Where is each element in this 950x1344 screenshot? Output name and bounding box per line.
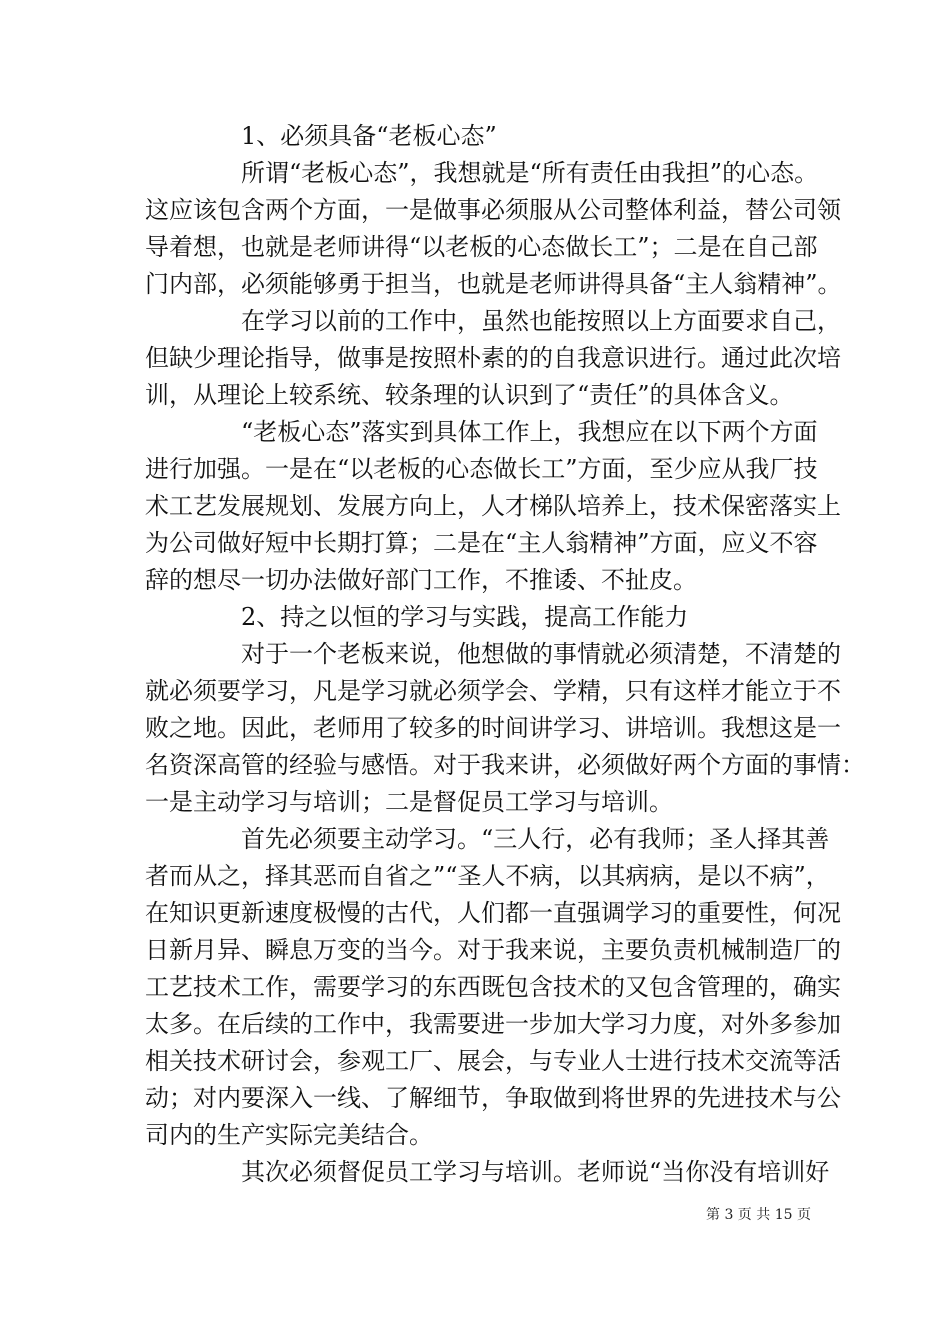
heading-2: 2、持之以恒的学习与实践，提高工作能力 xyxy=(241,603,689,631)
paragraph-line: 败之地。因此，老师用了较多的时间讲学习、讲培训。我想这是一 xyxy=(145,714,841,742)
paragraph-line: 就必须要学习，凡是学习就必须学会、学精，只有这样才能立于不 xyxy=(145,677,841,705)
paragraph-line: 相关技术研讨会，参观工厂、展会，与专业人士进行技术交流等活 xyxy=(145,1047,841,1075)
paragraph-line: 但缺少理论指导，做事是按照朴素的的自我意识进行。通过此次培 xyxy=(145,344,841,372)
paragraph-line: “老板心态”落实到具体工作上，我想应在以下两个方面 xyxy=(241,418,818,446)
page-footer: 第 3 页 共 15 页 xyxy=(706,1207,811,1223)
paragraph-line: 太多。在后续的工作中，我需要进一步加大学习力度，对外多参加 xyxy=(145,1010,841,1038)
paragraph-line: 辞的想尽一切办法做好部门工作，不推诿、不扯皮。 xyxy=(145,566,697,594)
paragraph-line: 首先必须要主动学习。“三人行，必有我师；圣人择其善 xyxy=(241,825,830,853)
paragraph-line: 司内的生产实际完美结合。 xyxy=(145,1121,433,1149)
paragraph-line: 对于一个老板来说，他想做的事情就必须清楚，不清楚的 xyxy=(241,640,841,668)
paragraph-line: 一是主动学习与培训；二是督促员工学习与培训。 xyxy=(145,788,673,816)
paragraph-line: 门内部，必须能够勇于担当，也就是老师讲得具备“主人翁精神”。 xyxy=(145,270,842,298)
paragraph-line: 所谓“老板心态”，我想就是“所有责任由我担”的心态。 xyxy=(241,159,819,187)
paragraph-line: 在学习以前的工作中，虽然也能按照以上方面要求自己， xyxy=(241,307,841,335)
paragraph-line: 其次必须督促员工学习与培训。老师说“当你没有培训好 xyxy=(241,1158,830,1186)
document-body xyxy=(145,118,865,1191)
paragraph-line: 进行加强。一是在“以老板的心态做长工”方面，至少应从我厂技 xyxy=(145,455,818,483)
paragraph-line: 导着想，也就是老师讲得“以老板的心态做长工”；二是在自己部 xyxy=(145,233,818,261)
paragraph-line: 者而从之，择其恶而自省之”“圣人不病，以其病病，是以不病”， xyxy=(145,862,830,890)
paragraph-line: 术工艺发展规划、发展方向上，人才梯队培养上，技术保密落实上 xyxy=(145,492,841,520)
paragraph-line: 为公司做好短中长期打算；二是在“主人翁精神”方面，应义不容 xyxy=(145,529,818,557)
paragraph-line: 训，从理论上较系统、较条理的认识到了“责任”的具体含义。 xyxy=(145,381,794,409)
paragraph-line: 名资深高管的经验与感悟。对于我来讲，必须做好两个方面的事情： xyxy=(145,751,865,779)
paragraph-line: 这应该包含两个方面，一是做事必须服从公司整体利益，替公司领 xyxy=(145,196,841,224)
paragraph-line: 在知识更新速度极慢的古代，人们都一直强调学习的重要性，何况 xyxy=(145,899,841,927)
paragraph-line: 日新月异、瞬息万变的当今。对于我来说，主要负责机械制造厂的 xyxy=(145,936,841,964)
heading-1: 1、必须具备“老板心态” xyxy=(241,122,497,150)
paragraph-line: 工艺技术工作，需要学习的东西既包含技术的又包含管理的，确实 xyxy=(145,973,841,1001)
paragraph-line: 动；对内要深入一线、了解细节，争取做到将世界的先进技术与公 xyxy=(145,1084,841,1112)
